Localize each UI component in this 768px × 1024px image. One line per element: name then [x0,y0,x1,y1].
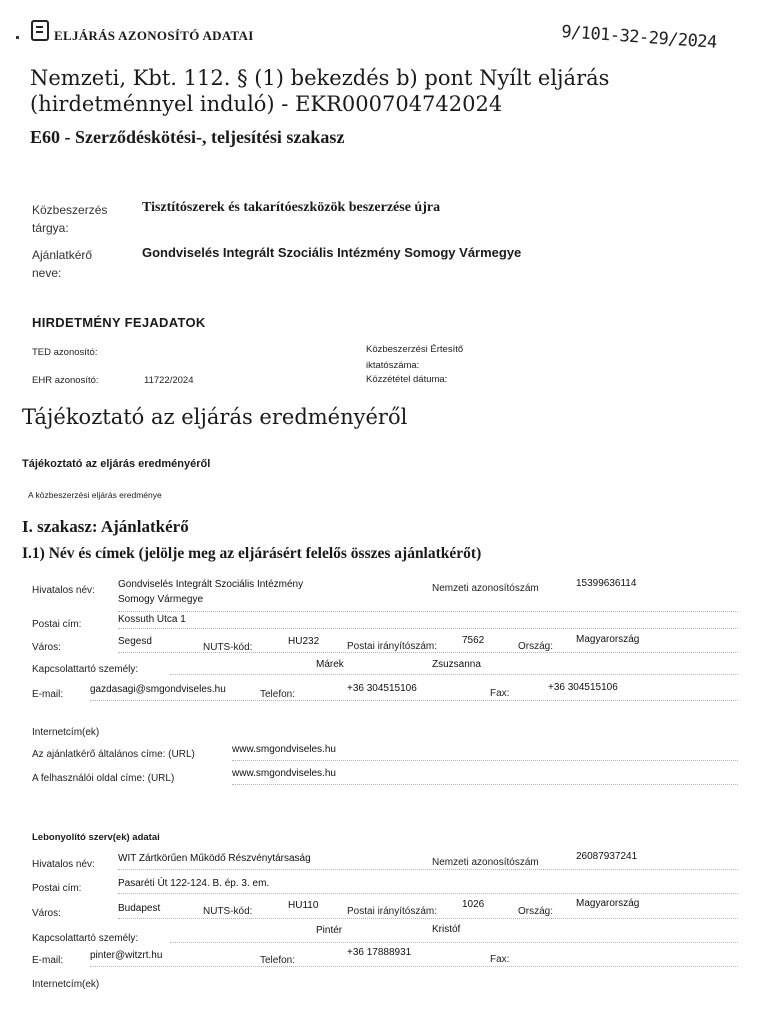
ehr-label: EHR azonosító: [32,375,99,386]
ca-internet-label: Internetcím(ek) [32,727,100,738]
ca-postal-address-label: Postai cím: [32,619,82,630]
ehr-value: 11722/2024 [144,375,194,386]
co-postal-address: Pasaréti Út 122-124. B. ép. 3. em. [118,878,270,889]
ca-country-label: Ország: [518,641,554,652]
co-official-name: WIT Zártkörűen Működő Részvénytársaság [118,853,311,864]
co-internet-label: Internetcím(ek) [32,979,100,990]
ca-contact-first: Márek [316,659,344,670]
notice-title: Tájékoztató az eljárás eredményéről [22,405,408,429]
ca-phone-label: Telefon: [260,689,296,700]
ca-postcode: 7562 [462,635,485,646]
co-national-id: 26087937241 [576,851,638,862]
ca-postcode-label: Postai irányítószám: [347,641,438,652]
procedure-title-line2: (hirdetménnyel induló) - EKR000704742024 [30,92,503,116]
ca-divider-6 [232,760,738,761]
co-nuts-label: NUTS-kód: [203,906,253,917]
co-fax-label: Fax: [490,954,510,965]
co-contact-first: Pintér [316,925,343,936]
co-divider-4 [170,942,738,943]
ca-city: Segesd [118,636,152,647]
ca-official-name-line2: Somogy Vármegye [118,594,204,605]
notice-header-title: HIRDETMÉNY FEJADATOK [32,315,206,330]
co-contact-last: Kristóf [432,924,461,935]
scan-mark [16,36,19,39]
co-phone-label: Telefon: [260,955,296,966]
co-country: Magyarország [576,898,640,909]
co-postal-address-label: Postai cím: [32,883,82,894]
ca-email-label: E-mail: [32,689,64,700]
section1-title: I. szakasz: Ajánlatkérő [22,517,189,536]
co-divider-5 [90,966,738,967]
ca-fax-label: Fax: [490,688,510,699]
co-email[interactable]: pinter@witzrt.hu [90,950,163,961]
ke-label-1: Közbeszerzési Értesítő [366,344,464,355]
ca-divider-5 [90,700,738,701]
ca-email[interactable]: gazdasagi@smgondviseles.hu [90,684,226,695]
ca-official-name-line1: Gondviselés Integrált Szociális Intézmény [118,579,304,590]
co-divider-3 [118,918,738,919]
ca-phone: +36 304515106 [347,683,417,694]
section1-subtitle: I.1) Név és címek (jelölje meg az eljárásért felelős összes ajánlatkérőt) [22,545,482,562]
ca-nuts-label: NUTS-kód: [203,642,253,653]
co-contact-label: Kapcsolattartó személy: [32,933,139,944]
ca-national-id: 15399636114 [576,578,637,589]
document-icon [31,20,49,41]
ca-divider-1 [118,611,738,612]
procedure-title-line1: Nemzeti, Kbt. 112. § (1) bekezdés b) pont Nyílt eljárás [30,66,610,90]
procedure-phase: E60 - Szerződéskötési-, teljesítési szakasz [30,127,345,147]
contracting-label-1: Ajánlatkérő [32,248,93,262]
ca-official-name-label: Hivatalos név: [32,585,95,596]
ca-divider-4 [170,674,738,675]
ca-city-label: Város: [32,642,61,653]
ca-general-url-label: Az ajánlatkérő általános címe: (URL) [32,749,195,760]
ca-fax: +36 304515106 [548,682,618,693]
co-city-label: Város: [32,908,61,919]
ca-contact-label: Kapcsolattartó személy: [32,664,139,675]
subject-label-1: Közbeszerzés [32,203,108,217]
publication-date-label: Közzététel dátuma: [366,374,448,385]
co-country-label: Ország: [518,906,554,917]
co-nuts: HU110 [288,900,319,911]
ted-label: TED azonosító: [32,347,98,358]
subject-value: Tisztítószerek és takarítóeszközök beszerzése újra [142,200,441,215]
subject-label-2: tárgya: [32,221,69,235]
ca-national-id-label: Nemzeti azonosítószám [432,583,539,594]
ca-divider-3 [118,652,738,653]
contracting-label-2: neve: [32,266,62,280]
ca-divider-2 [118,628,738,629]
co-divider-1 [118,869,738,870]
ca-divider-7 [232,784,738,785]
co-phone: +36 17888931 [347,947,412,958]
notice-subtitle: Tájékoztató az eljárás eredményéről [22,458,211,470]
handwritten-reference: 9/101-32-29/2024 [560,22,718,53]
ke-label-2: iktatószáma: [366,360,420,371]
ca-nuts: HU232 [288,636,320,647]
ca-general-url[interactable]: www.smgondviseles.hu [232,744,336,755]
co-official-name-label: Hivatalos név: [32,859,95,870]
section-header-title: ELJÁRÁS AZONOSÍTÓ ADATAI [54,28,254,43]
ca-country: Magyarország [576,634,640,645]
ca-buyer-profile[interactable]: www.smgondviseles.hu [232,768,336,779]
co-postcode-label: Postai irányítószám: [347,906,438,917]
co-postcode: 1026 [462,899,485,910]
co-city: Budapest [118,903,161,914]
co-divider-2 [118,893,738,894]
ca-contact-last: Zsuzsanna [432,659,481,670]
contracting-value: Gondviselés Integrált Szociális Intézmény Somogy Vármegye [142,245,522,260]
ca-buyer-profile-label: A felhasználói oldal címe: (URL) [32,773,175,784]
co-email-label: E-mail: [32,955,64,966]
co-national-id-label: Nemzeti azonosítószám [432,857,539,868]
co-title: Lebonyolító szerv(ek) adatai [32,832,160,843]
notice-caption: A közbeszerzési eljárás eredménye [28,490,162,500]
ca-postal-address: Kossuth Utca 1 [118,614,186,625]
